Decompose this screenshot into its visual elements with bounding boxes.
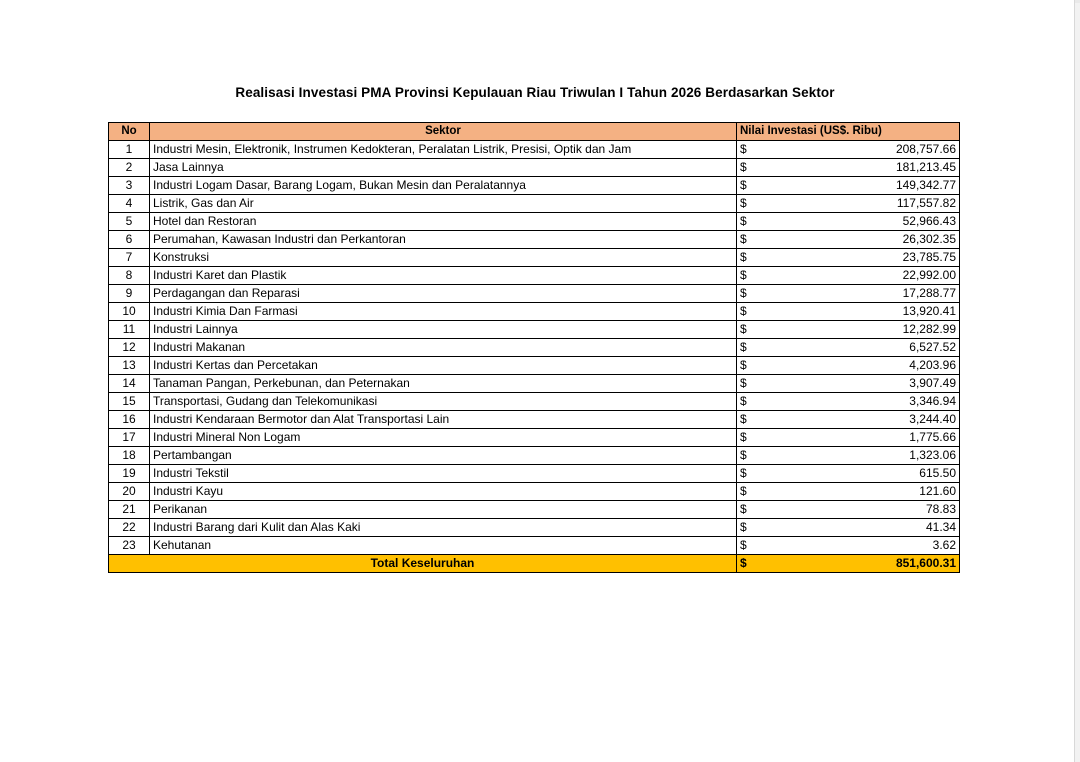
cell-sektor: Industri Logam Dasar, Barang Logam, Bukan Mesin dan Peralatannya: [150, 177, 737, 195]
cell-nilai: 41.34: [848, 519, 960, 537]
cell-currency-symbol: $: [737, 465, 849, 483]
cell-sektor: Industri Lainnya: [150, 321, 737, 339]
cell-sektor: Perdagangan dan Reparasi: [150, 285, 737, 303]
cell-nilai: 23,785.75: [848, 249, 960, 267]
cell-no: 5: [109, 213, 150, 231]
table-header-row: [109, 123, 960, 141]
cell-no: 9: [109, 285, 150, 303]
cell-currency-symbol: $: [737, 339, 849, 357]
cell-sektor: Jasa Lainnya: [150, 159, 737, 177]
cell-currency-symbol: $: [737, 195, 849, 213]
cell-currency-symbol: $: [737, 375, 849, 393]
cell-nilai: 117,557.82: [848, 195, 960, 213]
document-title: Realisasi Investasi PMA Provinsi Kepulauan Riau Triwulan I Tahun 2026 Berdasarkan Sektor: [235, 85, 835, 100]
cell-currency-symbol: $: [737, 159, 849, 177]
cell-nilai: 3,907.49: [848, 375, 960, 393]
cell-currency-symbol: $: [737, 447, 849, 465]
cell-no: 23: [109, 537, 150, 555]
table-row: [109, 429, 960, 447]
cell-no: 10: [109, 303, 150, 321]
cell-sektor: Industri Karet dan Plastik: [150, 267, 737, 285]
cell-currency-symbol: $: [737, 141, 849, 159]
table-row: [109, 177, 960, 195]
table-row: [109, 537, 960, 555]
cell-currency-symbol: $: [737, 537, 849, 555]
cell-sektor: Transportasi, Gudang dan Telekomunikasi: [150, 393, 737, 411]
cell-currency-symbol: $: [737, 357, 849, 375]
cell-currency-symbol: $: [737, 213, 849, 231]
cell-sektor: Listrik, Gas dan Air: [150, 195, 737, 213]
table-row: [109, 321, 960, 339]
investment-table: [108, 122, 960, 573]
table-row: [109, 267, 960, 285]
table-body: [109, 141, 960, 573]
cell-sektor: Konstruksi: [150, 249, 737, 267]
total-currency-symbol: $: [737, 555, 849, 573]
cell-no: 11: [109, 321, 150, 339]
cell-currency-symbol: $: [737, 303, 849, 321]
table-row: [109, 411, 960, 429]
cell-sektor: Industri Mesin, Elektronik, Instrumen Kedokteran, Peralatan Listrik, Presisi, Optik dan Jam: [150, 141, 737, 159]
table-row: [109, 141, 960, 159]
cell-no: 7: [109, 249, 150, 267]
table-row: [109, 357, 960, 375]
cell-nilai: 615.50: [848, 465, 960, 483]
cell-no: 16: [109, 411, 150, 429]
cell-sektor: Tanaman Pangan, Perkebunan, dan Peternakan: [150, 375, 737, 393]
table-row: [109, 339, 960, 357]
table-row: [109, 447, 960, 465]
cell-no: 8: [109, 267, 150, 285]
cell-currency-symbol: $: [737, 483, 849, 501]
cell-nilai: 78.83: [848, 501, 960, 519]
cell-sektor: Perumahan, Kawasan Industri dan Perkantoran: [150, 231, 737, 249]
cell-currency-symbol: $: [737, 519, 849, 537]
cell-currency-symbol: $: [737, 249, 849, 267]
cell-nilai: 22,992.00: [848, 267, 960, 285]
table-row: [109, 285, 960, 303]
cell-sektor: Pertambangan: [150, 447, 737, 465]
table-row: [109, 501, 960, 519]
cell-no: 17: [109, 429, 150, 447]
total-row: [109, 555, 960, 573]
total-label: Total Keseluruhan: [109, 555, 737, 573]
cell-sektor: Industri Makanan: [150, 339, 737, 357]
total-nilai: 851,600.31: [848, 555, 960, 573]
cell-no: 20: [109, 483, 150, 501]
table-row: [109, 465, 960, 483]
cell-nilai: 17,288.77: [848, 285, 960, 303]
cell-no: 19: [109, 465, 150, 483]
cell-nilai: 3.62: [848, 537, 960, 555]
table-row: [109, 483, 960, 501]
cell-nilai: 1,323.06: [848, 447, 960, 465]
cell-no: 13: [109, 357, 150, 375]
cell-nilai: 121.60: [848, 483, 960, 501]
cell-sektor: Industri Tekstil: [150, 465, 737, 483]
table-row: [109, 303, 960, 321]
cell-currency-symbol: $: [737, 267, 849, 285]
cell-no: 3: [109, 177, 150, 195]
cell-nilai: 3,244.40: [848, 411, 960, 429]
cell-nilai: 181,213.45: [848, 159, 960, 177]
cell-nilai: 52,966.43: [848, 213, 960, 231]
table-row: [109, 213, 960, 231]
header-no: No: [109, 123, 150, 141]
cell-sektor: Industri Kertas dan Percetakan: [150, 357, 737, 375]
table-row: [109, 231, 960, 249]
cell-no: 15: [109, 393, 150, 411]
cell-nilai: 4,203.96: [848, 357, 960, 375]
table-row: [109, 159, 960, 177]
cell-currency-symbol: $: [737, 393, 849, 411]
cell-sektor: Hotel dan Restoran: [150, 213, 737, 231]
cell-sektor: Industri Mineral Non Logam: [150, 429, 737, 447]
cell-nilai: 12,282.99: [848, 321, 960, 339]
cell-no: 4: [109, 195, 150, 213]
cell-nilai: 3,346.94: [848, 393, 960, 411]
cell-no: 2: [109, 159, 150, 177]
header-nilai-investasi: Nilai Investasi (US$. Ribu): [737, 123, 960, 141]
cell-sektor: Kehutanan: [150, 537, 737, 555]
cell-currency-symbol: $: [737, 231, 849, 249]
table-row: [109, 519, 960, 537]
cell-nilai: 149,342.77: [848, 177, 960, 195]
cell-no: 14: [109, 375, 150, 393]
cell-currency-symbol: $: [737, 501, 849, 519]
cell-currency-symbol: $: [737, 321, 849, 339]
cell-currency-symbol: $: [737, 177, 849, 195]
cell-nilai: 13,920.41: [848, 303, 960, 321]
cell-sektor: Industri Kimia Dan Farmasi: [150, 303, 737, 321]
cell-sektor: Industri Kayu: [150, 483, 737, 501]
cell-no: 6: [109, 231, 150, 249]
table-row: [109, 375, 960, 393]
cell-no: 21: [109, 501, 150, 519]
cell-nilai: 6,527.52: [848, 339, 960, 357]
table-row: [109, 195, 960, 213]
cell-currency-symbol: $: [737, 429, 849, 447]
cell-currency-symbol: $: [737, 285, 849, 303]
cell-currency-symbol: $: [737, 411, 849, 429]
table-row: [109, 393, 960, 411]
cell-no: 22: [109, 519, 150, 537]
cell-nilai: 208,757.66: [848, 141, 960, 159]
cell-no: 18: [109, 447, 150, 465]
cell-sektor: Perikanan: [150, 501, 737, 519]
header-sektor: Sektor: [150, 123, 737, 141]
cell-no: 1: [109, 141, 150, 159]
cell-sektor: Industri Barang dari Kulit dan Alas Kaki: [150, 519, 737, 537]
cell-nilai: 26,302.35: [848, 231, 960, 249]
table-row: [109, 249, 960, 267]
cell-sektor: Industri Kendaraan Bermotor dan Alat Transportasi Lain: [150, 411, 737, 429]
cell-no: 12: [109, 339, 150, 357]
cell-nilai: 1,775.66: [848, 429, 960, 447]
